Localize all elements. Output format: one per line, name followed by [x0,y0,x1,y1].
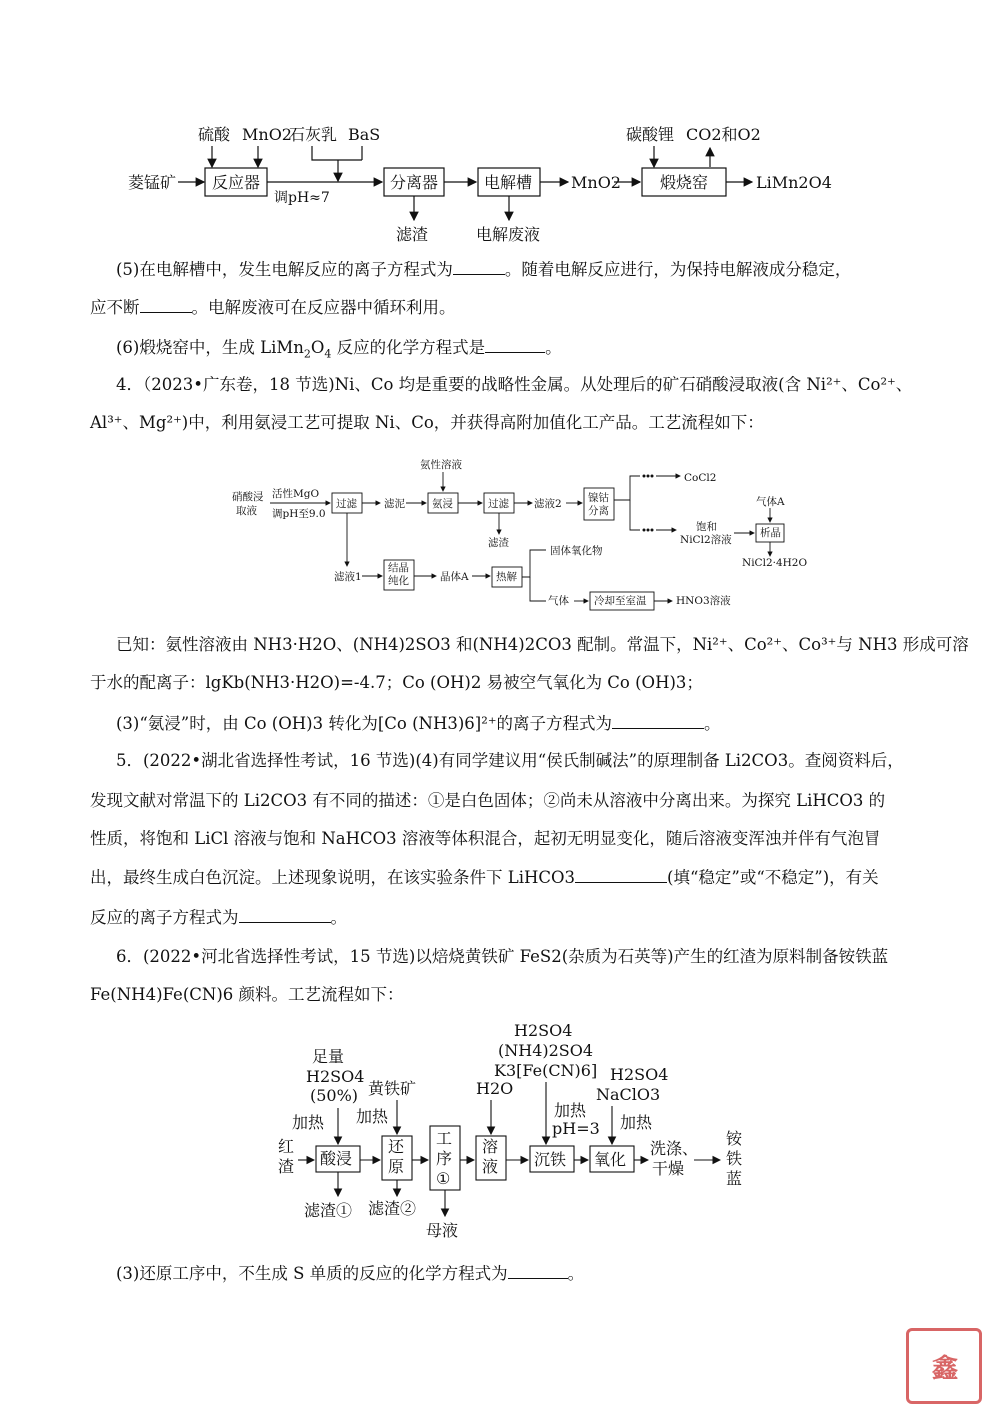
flow3-proc2: 序 [436,1149,453,1168]
q5-line2: 应不断 。电解废液可在反应器中循环利用。 [90,298,456,317]
p5-line3: 性质，将饱和 LiCl 溶液与饱和 NaHCO3 溶液等体积混合，起初无明显变化，随后溶液变浑浊并伴有气泡冒 [90,829,881,848]
flow2-cryst-label: 析晶 [760,527,781,539]
flow3-pct: (50%) [310,1086,359,1105]
answer-blank[interactable] [508,1262,568,1279]
flow2-sat1: 饱和 [696,521,717,533]
flow1-cell-label: 电解槽 [484,173,533,192]
flow3-heat4: 加热 [620,1113,653,1132]
publisher-seal: 鑫 [906,1328,982,1404]
flow3-r3: K3[Fe(CN)6] [494,1061,598,1080]
flow3-oxid-label: 氧化 [594,1150,627,1169]
flow1-reactor-label: 反应器 [212,173,261,192]
q6-line: (6)煅烧窑中，生成 $LiMn_2O_4$ 反应的化学方程式是 。 [116,338,562,361]
flow2-start1: 硝酸浸 [232,491,264,503]
flow3-reduce1: 还 [388,1137,405,1156]
known-line1: 已知：氨性溶液由 NH3·H2O、(NH4)2SO3 和(NH4)2CO3 配制。常温下，Ni²⁺、Co²⁺、Co³⁺与 NH3 形成可溶 [116,635,969,654]
flow2-ammonia: 氨性溶液 [420,459,462,471]
flow3-r1: H2SO4 [514,1021,573,1040]
flow1-separator-label: 分离器 [390,173,439,192]
flow3-h2so4: H2SO4 [306,1067,365,1086]
p6-line1: 6．(2022•河北省选择性考试，15 节选)以焙烧黄铁矿 FeS2(杂质为石英等)产生的红渣为原料制备铵铁蓝 [116,947,889,966]
flow3-excess: 足量 [312,1047,345,1066]
flow1-mno2: MnO2 [571,173,621,192]
flow3-dis2: 液 [482,1157,499,1176]
flow1-input-h2so4: 硫酸 [198,125,231,144]
flow3-o2: NaClO3 [596,1085,661,1104]
p5-line1: 5．(2022•湖北省选择性考试，16 节选)(4)有同学建议用“侯氏制碱法”的原理制备 Li2CO3。查阅资料后， [116,751,904,770]
flow2-filter2-label: 过滤 [488,498,509,510]
flow2-crystalA: 晶体A [440,571,469,583]
flow2-filtrate1: 滤液1 [334,571,362,583]
flow1-ph: 调pH≈7 [274,190,330,206]
flow2-cocl2: CoCl2 [684,472,717,484]
flow3-wash1: 洗涤、 [650,1139,699,1158]
flow2-oxide: 固体氧化物 [550,545,603,557]
flow1-product: LiMn2O4 [756,173,832,192]
flow1-li2co3: 碳酸锂 [626,125,675,144]
flow2-residue: 滤渣 [488,537,509,549]
flow2-ph: 调pH至9.0 [272,508,326,520]
flow2-sat2: NiCl2溶液 [680,534,732,546]
known-line2: 于水的配离子：lgKb(NH3·H2O)=-4.7；Co (OH)2 易被空气氧化为 Co (OH)3； [90,673,703,692]
flow2-pur1: 结晶 [388,562,409,574]
flow2-filter1-label: 过滤 [336,498,357,510]
flow2-start2: 取液 [236,505,257,517]
flow3-acid-label: 酸浸 [320,1149,353,1168]
flow3-proc3: ① [436,1169,451,1188]
flow2-pur2: 纯化 [388,575,409,587]
flow1-gas: CO2和O2 [686,125,761,144]
flow3-reduce2: 原 [388,1157,405,1176]
flow3-heat3: 加热 [554,1101,587,1120]
flow1-residue: 滤渣 [396,225,429,244]
flow3-h2o: H2O [476,1079,514,1098]
flow2-mud: 滤泥 [384,498,405,510]
flow3-wash2: 干燥 [652,1159,685,1178]
flow2-pyro-label: 热解 [496,571,517,583]
flow3-o1: H2SO4 [610,1065,669,1084]
flow3-heat: 加热 [292,1113,325,1132]
flow3-ph3: pH=3 [552,1119,600,1138]
p6-line2: Fe(NH4)Fe(CN)6 颜料。工艺流程如下： [90,985,404,1004]
flow3-mother: 母液 [426,1221,459,1240]
flow2-leach-label: 氨浸 [432,498,453,510]
flow1-waste: 电解废液 [476,225,541,244]
flow3-sink-label: 沉铁 [534,1150,567,1169]
flow2-sep2: 分离 [588,505,609,517]
flow2-hno3: HNO3溶液 [676,595,731,607]
p5-line2: 发现文献对常温下的 Li2CO3 有不同的描述：①是白色固体；②尚未从溶液中分离出来。为探究 LiHCO3 的 [90,791,886,810]
flow1-kiln-label: 煅烧窑 [660,173,709,192]
flow3-prod1: 铵 [726,1129,743,1148]
flow3-red: 红 [278,1137,295,1156]
flow3-prod3: 蓝 [726,1169,743,1188]
flow1-input-lime: 石灰乳 [289,125,338,144]
flow2-cool-label: 冷却至室温 [594,595,647,607]
p5-line5: 反应的离子方程式为 。 [90,908,347,927]
flow3-prod2: 铁 [726,1149,743,1168]
flow2-filtrate2: 滤液2 [534,498,562,510]
flow3-dis1: 溶 [482,1137,499,1156]
p4-line1: 4．（2023•广东卷，18 节选)Ni、Co 均是重要的战略性金属。从处理后的矿石硝酸浸取液(含 Ni²⁺、Co²⁺、 [116,375,913,394]
flow1-input-bas: BaS [348,125,381,144]
flow2-mgo: 活性MgO [272,488,320,500]
flow3-res2: 滤渣② [368,1199,417,1218]
q3-line: (3)“氨浸”时，由 Co (OH)3 转化为[Co (NH3)6]²⁺的离子方程式为 。 [116,714,721,733]
q5-line1: (5)在电解槽中，发生电解反应的离子方程式为 。随着电解反应进行，为保持电解液成分稳定， [116,260,852,279]
p4-line2: Al³⁺、Mg²⁺)中，利用氨浸工艺可提取 Ni、Co，并获得高附加值化工产品。工艺流程如下： [90,413,764,432]
flow3-res1: 滤渣① [304,1201,353,1220]
p5-line4: 出，最终生成白色沉淀。上述现象说明，在该实验条件下 LiHCO3 (填“稳定”或“不稳定”)，有关 [90,868,879,887]
flow3-pyrite: 黄铁矿 [368,1079,417,1098]
flow3-slag: 渣 [278,1157,295,1176]
flow2-sep1: 镍钴 [588,492,609,504]
flow3-r2: (NH4)2SO4 [498,1041,594,1060]
flow2-gas: 气体 [548,595,569,607]
flow2-nicl2: NiCl2·4H2O [742,557,808,569]
flow3-heat2: 加热 [356,1107,389,1126]
flow1-input-mno2: MnO2 [242,125,292,144]
flow3-proc1: 工 [436,1129,453,1148]
flow1-start: 菱锰矿 [128,173,177,192]
flow2-gasA: 气体A [756,496,785,508]
q6b-line: (3)还原工序中，不生成 S 单质的反应的化学方程式为 。 [116,1264,585,1283]
